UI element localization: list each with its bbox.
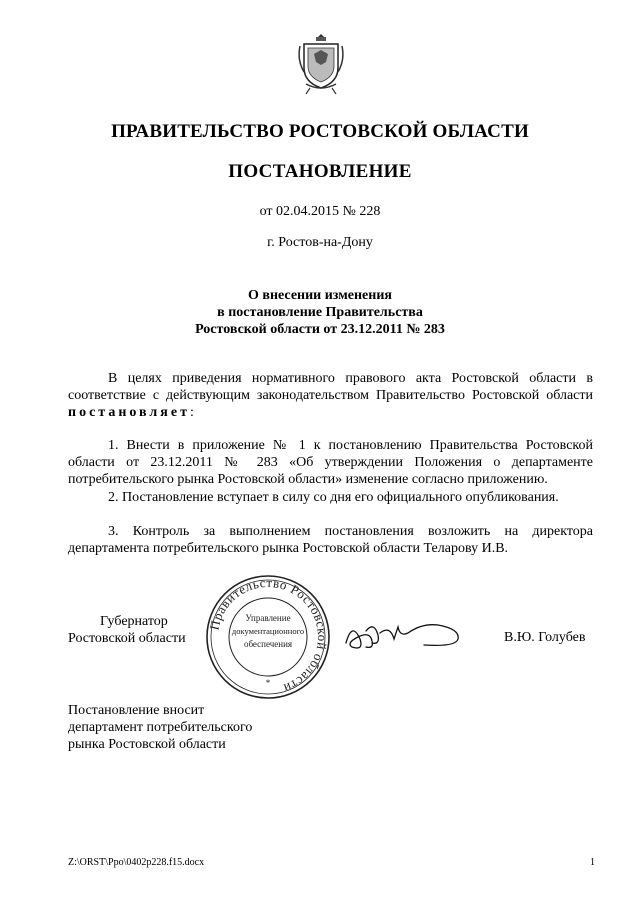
decree-item-1: 1. Внести в приложение № 1 к постановлению Правительства Ростовской области от 23.12.2011 № 283 «Об утверждении Положения о департаменте потребительского рынка Ростовской области» изменение согласно приложению. (68, 438, 593, 487)
document-date-number: от 02.04.2015 № 228 (259, 204, 381, 219)
coat-of-arms-emblem (296, 32, 346, 96)
preamble-text: В целях приведения нормативного правового акта Ростовской области в соответствие с действующим законодательством Правительство Ростовской области (68, 371, 593, 403)
footer-file-path: Z:\ORST\Ppo\0402p228.f15.docx (68, 857, 205, 868)
decree-item-2: 2. Постановление вступает в силу со дня его официального опубликования. (108, 490, 559, 505)
document-type-heading: ПОСТАНОВЛЕНИЕ (228, 161, 412, 182)
official-seal (204, 573, 332, 701)
svg-text:*: * (265, 678, 271, 688)
decree-colon: : (189, 405, 194, 420)
signatory-position (68, 613, 186, 647)
preamble-paragraph (68, 370, 593, 421)
document-city: г. Ростов-на-Дону (267, 235, 373, 250)
submitter-block (68, 702, 252, 753)
subject-line: в постановление Правительства (217, 305, 423, 320)
signatory-name: В.Ю. Голубев (504, 630, 586, 645)
position-line: Ростовской области (68, 631, 186, 646)
seal-outer-text: Правительство Ростовской области (206, 574, 331, 697)
submitter-line: Постановление вносит (68, 703, 205, 718)
seal-inner-line: обеспечения (243, 639, 293, 649)
seal-inner-line: документационного (231, 626, 305, 636)
seal-inner-line: Управление (245, 613, 291, 623)
handwritten-signature (336, 613, 484, 661)
submitter-line: департамент потребительского (68, 720, 253, 735)
decree-word: постановляет (68, 405, 190, 420)
document-subject (0, 287, 640, 338)
submitter-line: рынка Ростовской области (68, 737, 226, 752)
subject-line: О внесении изменения (248, 288, 392, 303)
government-title: ПРАВИТЕЛЬСТВО РОСТОВСКОЙ ОБЛАСТИ (111, 121, 529, 142)
subject-line: Ростовской области от 23.12.2011 № 283 (195, 322, 445, 337)
decree-item-3: 3. Контроль за выполнением постановления возложить на директора департамента потребительского рынка Ростовской области Теларову И.В. (68, 524, 593, 556)
page-number: 1 (590, 857, 595, 868)
position-line: Губернатор (100, 614, 168, 629)
